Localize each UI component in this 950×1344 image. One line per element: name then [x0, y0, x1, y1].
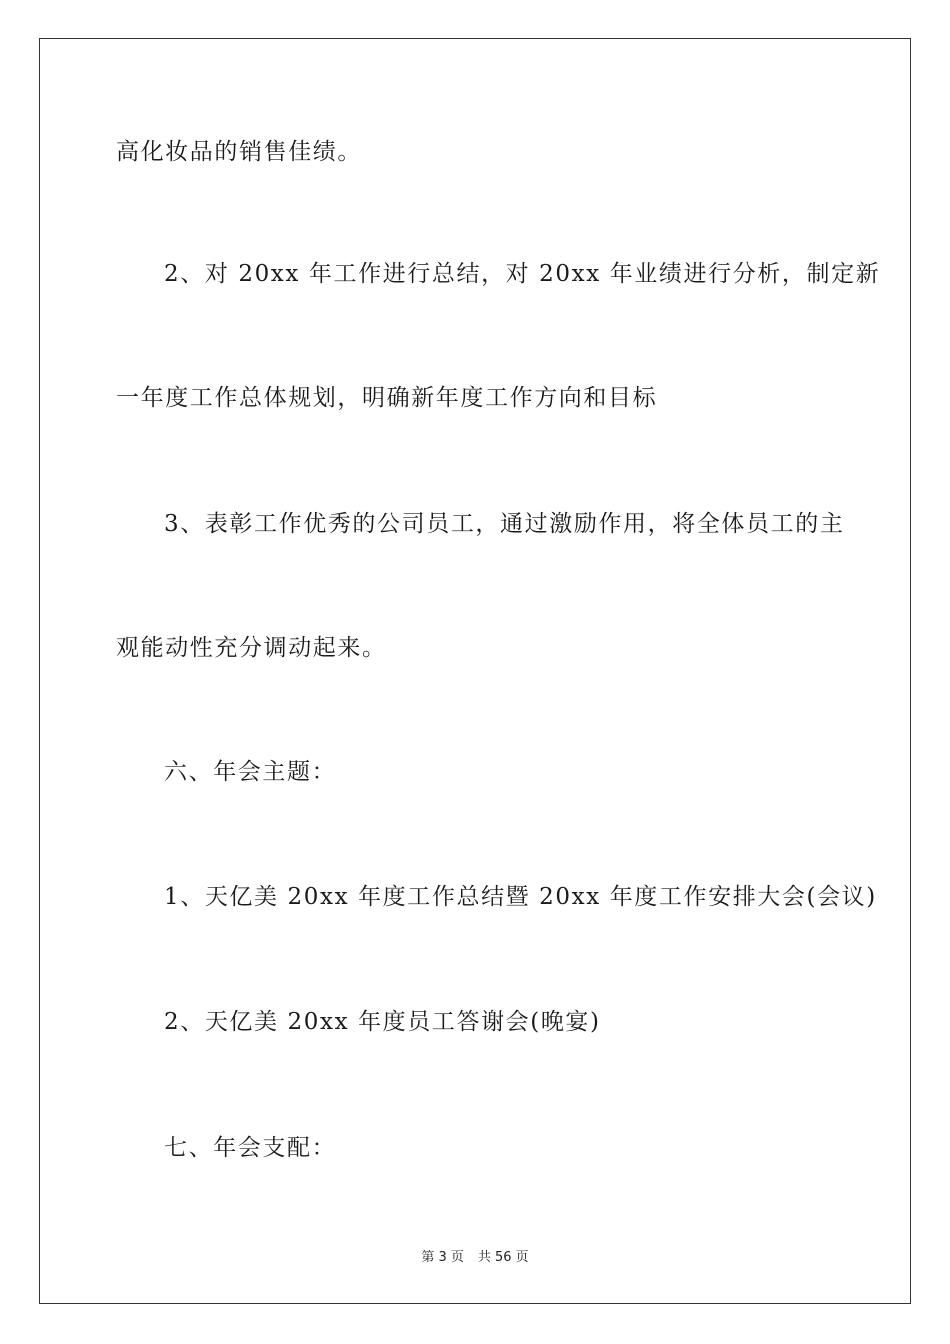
theme-item-1: 1、天亿美 20xx 年度工作总结暨 20xx 年度工作安排大会(会议) — [164, 884, 877, 910]
section-heading-6: 六、年会主题： — [164, 759, 337, 785]
paragraph-line-4: 3、表彰工作优秀的公司员工，通过激励作用，将全体员工的主 — [164, 511, 845, 537]
paragraph-line-5: 观能动性充分调动起来。 — [116, 635, 387, 661]
paragraph-line-1: 高化妆品的销售佳绩。 — [116, 139, 362, 165]
page-total: 共 56 页 — [477, 1250, 529, 1265]
paragraph-line-2: 2、对 20xx 年工作进行总结，对 20xx 年业绩进行分析，制定新 — [164, 261, 881, 287]
paragraph-line-3: 一年度工作总体规划，明确新年度工作方向和目标 — [116, 385, 658, 411]
page-border — [39, 38, 911, 1304]
page-footer — [0, 1246, 950, 1265]
page-number: 第 3 页 — [421, 1250, 464, 1265]
theme-item-2: 2、天亿美 20xx 年度员工答谢会(晚宴) — [164, 1009, 601, 1035]
section-heading-7: 七、年会支配： — [164, 1135, 337, 1161]
